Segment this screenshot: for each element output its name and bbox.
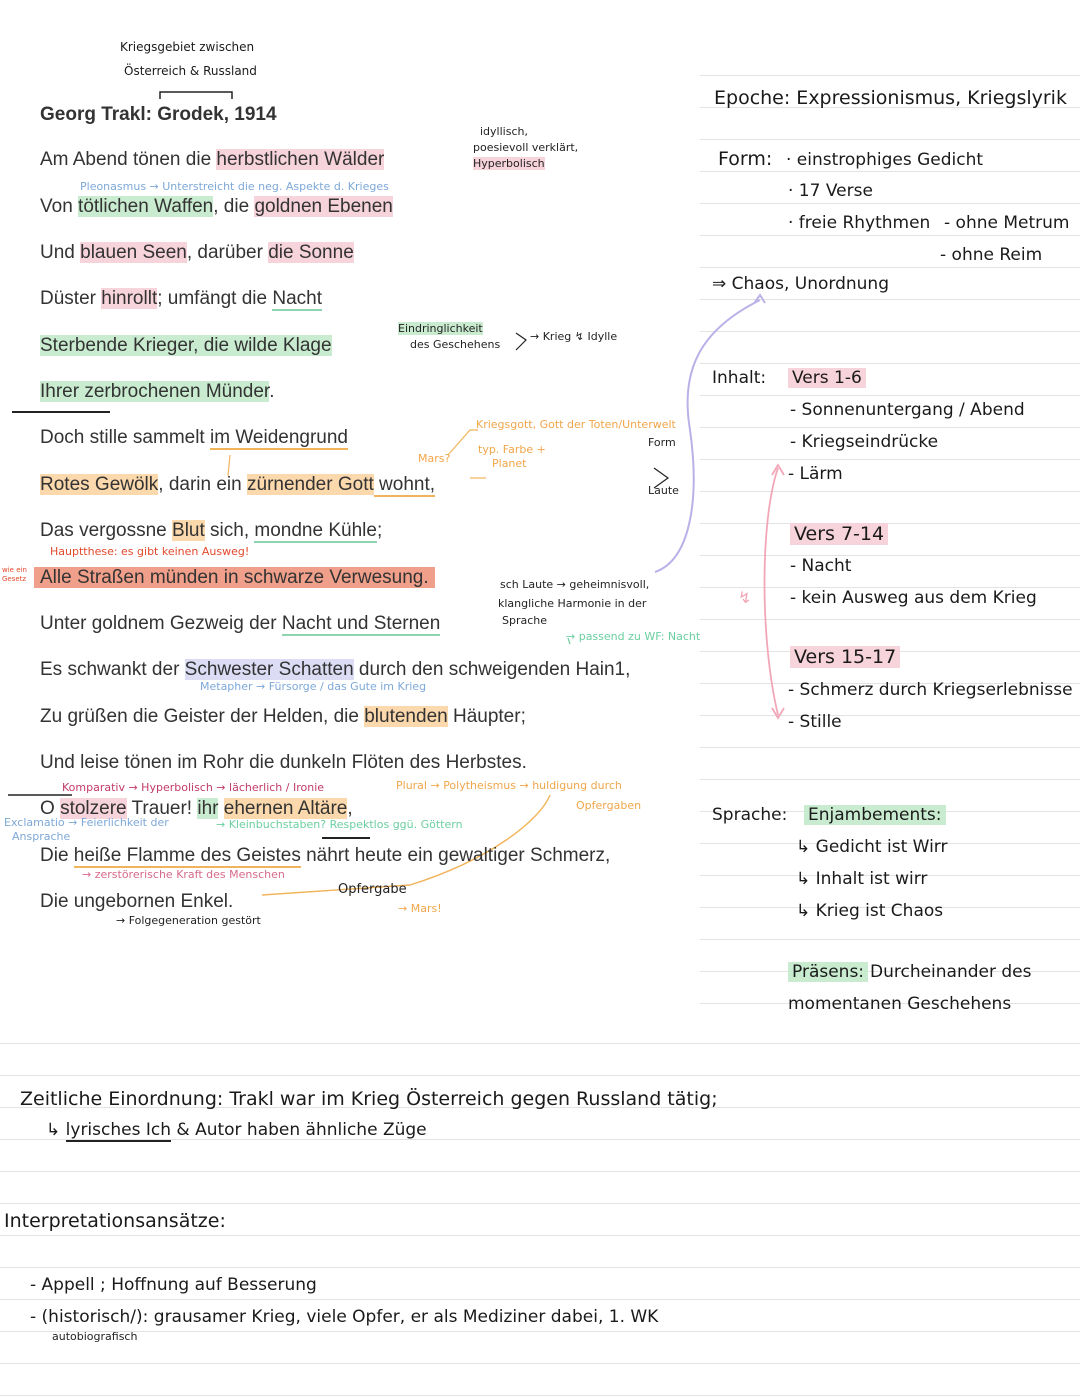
note-mars-q: Mars? xyxy=(418,452,451,465)
chaos-note: ⇒ Chaos, Unordnung xyxy=(712,274,889,294)
note-klangliche: klangliche Harmonie in der xyxy=(498,597,647,610)
sprache-item-1: ↳ Gedicht ist Wirr xyxy=(796,837,948,857)
note-sch-laute: sch Laute → geheimnisvoll, xyxy=(500,578,650,591)
note-hyperbolisch: Hyperbolisch xyxy=(473,157,545,170)
verse-16: Die heiße Flamme des Geistes nährt heute ein gewaltiger Schmerz, xyxy=(40,845,611,866)
form-label: Form: xyxy=(718,148,773,170)
inhalt-item-1: - Sonnenuntergang / Abend xyxy=(790,400,1025,420)
inhalt-vers-2: Vers 7-14 xyxy=(790,523,888,545)
note-kriegsgott: Kriegsgott, Gott der Toten/Unterwelt xyxy=(476,418,676,431)
verse-14: Und leise tönen im Rohr die dunkeln Flöten des Herbstes. xyxy=(40,752,527,773)
note-folgegeneration: → Folgegeneration gestört xyxy=(116,914,261,927)
note-plural: Plural → Polytheismus → huldigung durch xyxy=(396,779,622,792)
note-idyllisch: idyllisch, xyxy=(480,125,528,138)
note-metapher: Metapher → Fürsorge / das Gute im Krieg xyxy=(200,680,427,693)
note-typ-farbe: typ. Farbe + xyxy=(478,443,546,456)
form-item-1: · einstrophiges Gedicht xyxy=(786,150,984,170)
lightning-icon: ↯ xyxy=(738,588,752,607)
verse-11: Unter goldnem Gezweig der Nacht und Sternen xyxy=(40,613,441,634)
epoche-note: Epoche: Expressionismus, Kriegslyrik xyxy=(714,87,1067,109)
form-item-2: · 17 Verse xyxy=(788,181,873,201)
note-autobiografisch: autobiografisch xyxy=(52,1330,138,1343)
note-pleonasmus: Pleonasmus → Unterstreicht die neg. Aspekte d. Krieges xyxy=(80,180,389,193)
header-note-2: Österreich & Russland xyxy=(124,64,257,78)
inhalt-label: Inhalt: xyxy=(712,368,767,388)
verse-6: Ihrer zerbrochenen Münder. xyxy=(40,381,275,402)
note-sprache: Sprache xyxy=(502,614,548,627)
verse-10: Alle Straßen münden in schwarze Verwesung. xyxy=(34,567,435,589)
interpretation-item-2: - (historisch/): grausamer Krieg, viele Opfer, er als Mediziner dabei, 1. WK xyxy=(30,1307,659,1327)
form-item-3b: - ohne Reim xyxy=(940,245,1043,265)
note-poesievoll: poesievoll verklärt, xyxy=(473,141,579,154)
praesens-text: Durcheinander des xyxy=(870,962,1032,982)
verse-5: Sterbende Krieger, die wilde Klage xyxy=(40,335,332,356)
note-krieg-idylle: → Krieg ↯ Idylle xyxy=(530,330,618,343)
inhalt-vers-1: Vers 1-6 xyxy=(788,368,866,388)
note-passend: → passend zu WF: Nacht xyxy=(566,630,701,643)
inhalt-item-4: - Nacht xyxy=(790,556,852,576)
sprache-item-3: ↳ Krieg ist Chaos xyxy=(796,901,944,921)
note-form: Form xyxy=(648,436,676,449)
note-planet: Planet xyxy=(492,457,527,470)
verse-1: Am Abend tönen die herbstlichen Wälder xyxy=(40,149,385,170)
verse-17: Die ungebornen Enkel. xyxy=(40,891,234,912)
verse-13: Zu grüßen die Geister der Helden, die blutenden Häupter; xyxy=(40,706,526,727)
form-item-3a: - ohne Metrum xyxy=(944,213,1070,233)
verse-12: Es schwankt der Schwester Schatten durch den schweigenden Hain1, xyxy=(40,659,631,680)
note-eindringlichkeit-2: des Geschehens xyxy=(410,338,501,351)
note-ansprache: Ansprache xyxy=(12,830,71,843)
note-opfergabe: Opfergabe xyxy=(338,882,407,897)
note-komparativ: Komparativ → Hyperbolisch → lächerlich / Ironie xyxy=(62,781,325,794)
verse-9: Das vergossne Blut sich, mondne Kühle; xyxy=(40,520,383,541)
note-mars-excl: → Mars! xyxy=(398,902,442,915)
verse-3: Und blauen Seen, darüber die Sonne xyxy=(40,242,354,263)
note-opfergaben: Opfergaben xyxy=(576,799,642,812)
note-wie-ein-gesetz: wie ein Gesetz xyxy=(2,566,27,583)
verse-7: Doch stille sammelt im Weidengrund xyxy=(40,427,349,448)
inhalt-item-2: - Kriegseindrücke xyxy=(790,432,939,452)
inhalt-item-7: - Stille xyxy=(788,712,842,732)
sprache-label: Sprache: xyxy=(712,805,788,825)
note-laute: Laute xyxy=(648,484,679,497)
inhalt-item-6: - Schmerz durch Kriegserlebnisse xyxy=(788,680,1073,700)
inhalt-item-5: - kein Ausweg aus dem Krieg xyxy=(790,588,1037,608)
inhalt-item-3: - Lärm xyxy=(788,464,843,484)
verse-4: Düster hinrollt; umfängt die Nacht xyxy=(40,288,322,309)
sprache-item-2: ↳ Inhalt ist wirr xyxy=(796,869,928,889)
form-item-3: · freie Rhythmen xyxy=(788,213,931,233)
poem-title: Georg Trakl: Grodek, 1914 xyxy=(40,104,277,125)
note-eindringlichkeit: Eindringlichkeit xyxy=(398,322,483,335)
header-note-1: Kriegsgebiet zwischen xyxy=(120,40,255,54)
verse-8: Rotes Gewölk, darin ein zürnender Gott wohnt, xyxy=(40,474,436,495)
praesens-label: Präsens: xyxy=(788,962,868,982)
note-exclamatio: Exclamatio → Feierlichkeit der xyxy=(4,816,169,829)
interpretation-item-1: - Appell ; Hoffnung auf Besserung xyxy=(30,1275,317,1295)
note-hauptthese: Hauptthese: es gibt keinen Ausweg! xyxy=(50,545,250,558)
sprache-enjambements: Enjambements: xyxy=(804,805,946,825)
zeitliche-einordnung-2: ↳ lyrisches Ich & Autor haben ähnliche Züge xyxy=(46,1120,427,1140)
verse-2: Von tötlichen Waffen, die goldnen Ebenen xyxy=(40,196,393,217)
praesens-text-2: momentanen Geschehens xyxy=(788,994,1012,1014)
verse-15: O stolzere Trauer! ihr ehernen Altäre, xyxy=(40,798,353,819)
zeitliche-einordnung: Zeitliche Einordnung: Trakl war im Krieg Österreich gegen Russland tätig; xyxy=(20,1088,718,1110)
note-zerstoererische: → zerstörerische Kraft des Menschen xyxy=(82,868,285,881)
note-kleinbuchstaben: → Kleinbuchstaben? Respektlos ggü. Göttern xyxy=(216,818,463,831)
inhalt-vers-3: Vers 15-17 xyxy=(790,646,900,668)
interpretationsansaetze-label: Interpretationsansätze: xyxy=(4,1210,226,1232)
